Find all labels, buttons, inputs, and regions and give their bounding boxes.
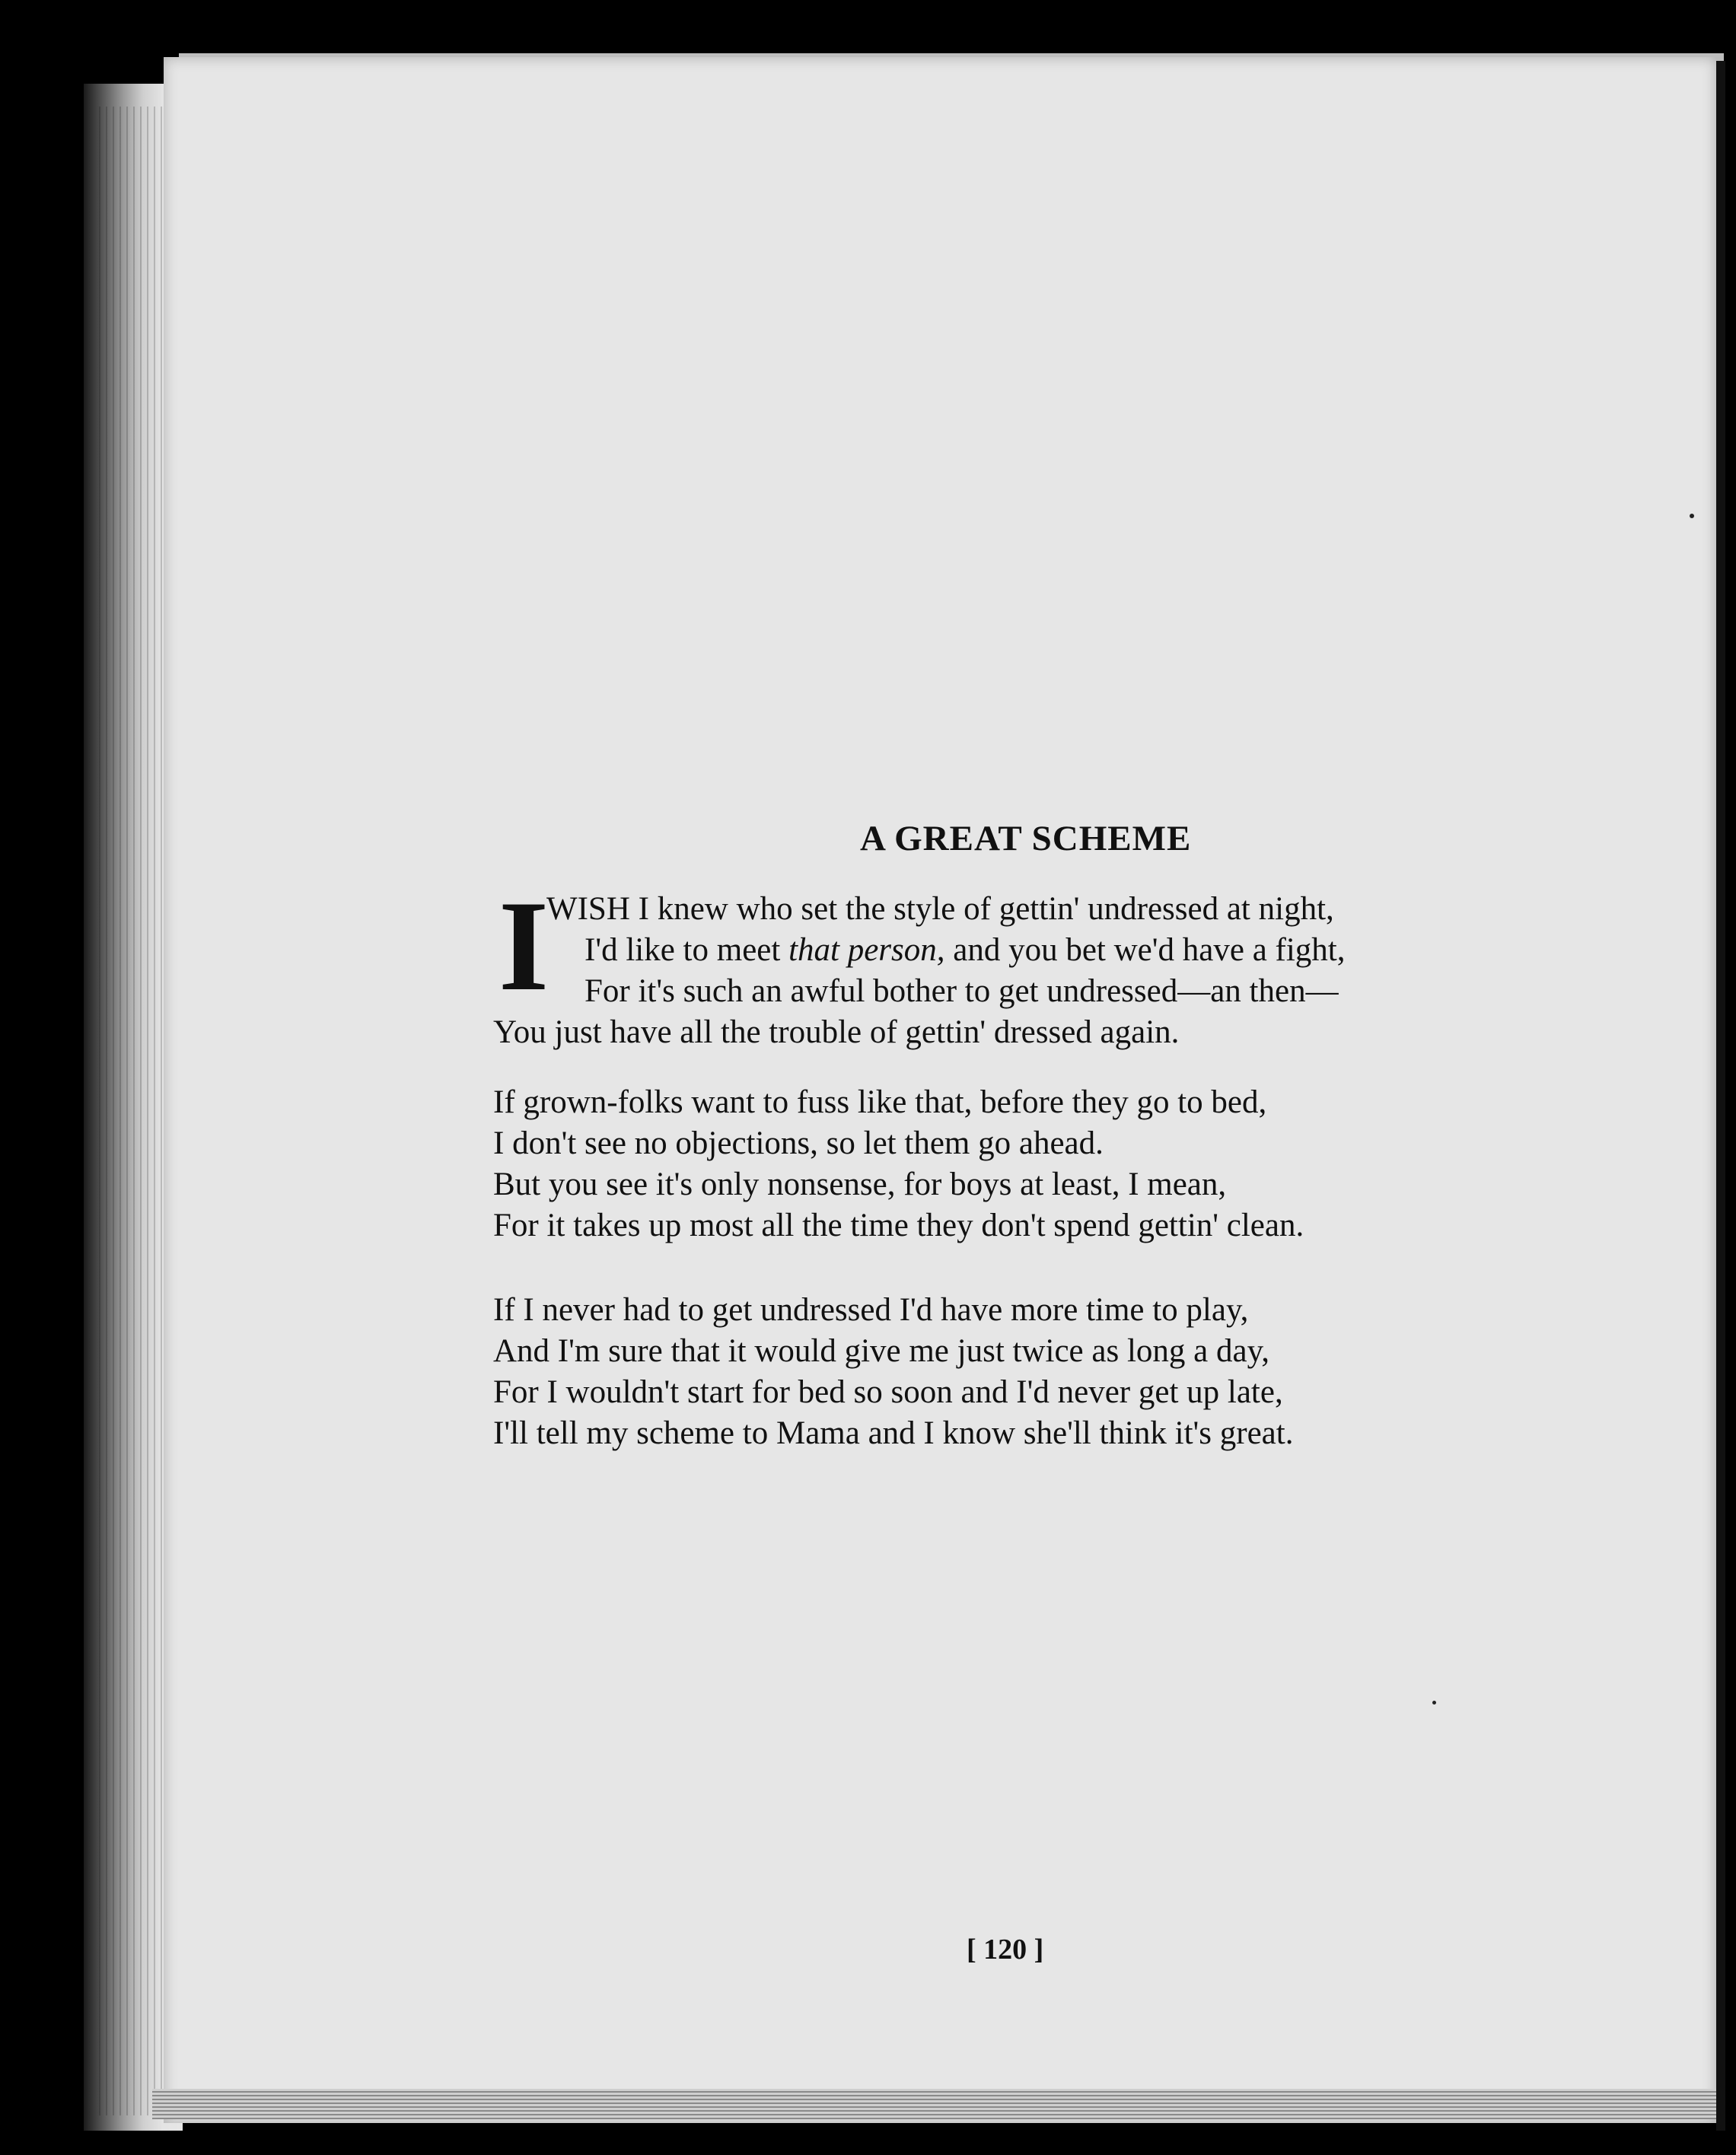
poem-line: I'd like to meet that person, and you bet we'd have a fight, (585, 932, 1346, 968)
poem-line: But you see it's only nonsense, for boys at least, I mean, (493, 1167, 1227, 1202)
poem-line: You just have all the trouble of gettin' dressed again. (493, 1014, 1180, 1050)
poem-line: For it takes up most all the time they don't spend gettin' clean. (493, 1208, 1304, 1243)
poem-line: If I never had to get undressed I'd have more time to play, (493, 1292, 1249, 1328)
drop-cap: I (499, 874, 549, 1017)
poem-line: For I wouldn't start for bed so soon and I'd never get up late, (493, 1374, 1283, 1410)
poem-line: If grown-folks want to fuss like that, before they go to bed, (493, 1084, 1267, 1120)
poem-line: I'll tell my scheme to Mama and I know she'll think it's great. (493, 1415, 1294, 1451)
poem-line: WISH I knew who set the style of gettin' undressed at night, (546, 891, 1334, 927)
stanza-1 (493, 874, 1346, 1053)
poem-line: For it's such an awful bother to get undressed—an then— (585, 973, 1339, 1009)
poem-line: And I'm sure that it would give me just twice as long a day, (493, 1333, 1270, 1369)
page-number: [ 120 ] (967, 1934, 1044, 1966)
italic-phrase: that person, (788, 932, 945, 968)
poem-title: A GREAT SCHEME (860, 819, 1192, 858)
poem-line: I don't see no objections, so let them go ahead. (493, 1125, 1104, 1161)
stanza-2 (493, 1082, 1304, 1246)
stanza-3 (493, 1290, 1293, 1454)
